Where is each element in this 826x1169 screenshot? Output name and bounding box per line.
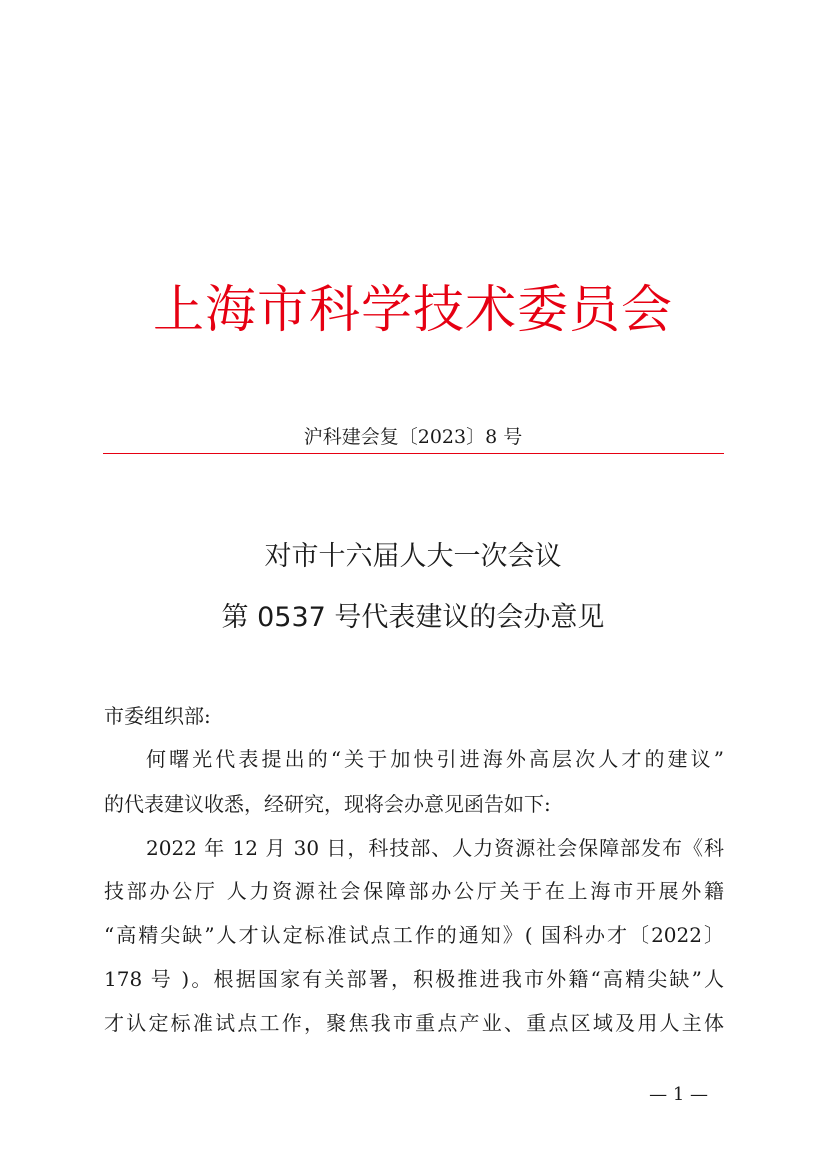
document-number: 沪科建会复〔2023〕8 号 <box>303 426 523 448</box>
body-line-2: 的代表建议收悉，经研究，现将会办意见函告如下: <box>104 792 551 816</box>
body-line-5: “高精尖缺”人才认定标准试点工作的通知》( 国科办才〔2022〕 <box>104 923 724 947</box>
body-line-4: 技部办公厅 人力资源社会保障部办公厅关于在上海市开展外籍 <box>104 879 724 903</box>
organization-header: 上海市科学技术委员会 <box>152 281 673 340</box>
body-line-1: 何曙光代表提出的“关于加快引进海外高层次人才的建议” <box>146 747 724 771</box>
body-line-7: 才认定标准试点工作，聚焦我市重点产业、重点区域及用人主体 <box>104 1011 724 1035</box>
document-title-line-1: 对市十六届人大一次会议 <box>264 541 562 572</box>
body-line-6: 178 号 )。根据国家有关部署，积极推进我市外籍“高精尖缺”人 <box>104 967 724 991</box>
page-number: — 1 — <box>649 1084 708 1105</box>
header-divider <box>103 453 724 454</box>
body-line-3: 2022 年 12 月 30 日，科技部、人力资源社会保障部发布《科 <box>146 836 724 860</box>
recipient-line: 市委组织部: <box>104 704 211 728</box>
document-title-line-2: 第 0537 号代表建议的会办意见 <box>221 602 605 633</box>
